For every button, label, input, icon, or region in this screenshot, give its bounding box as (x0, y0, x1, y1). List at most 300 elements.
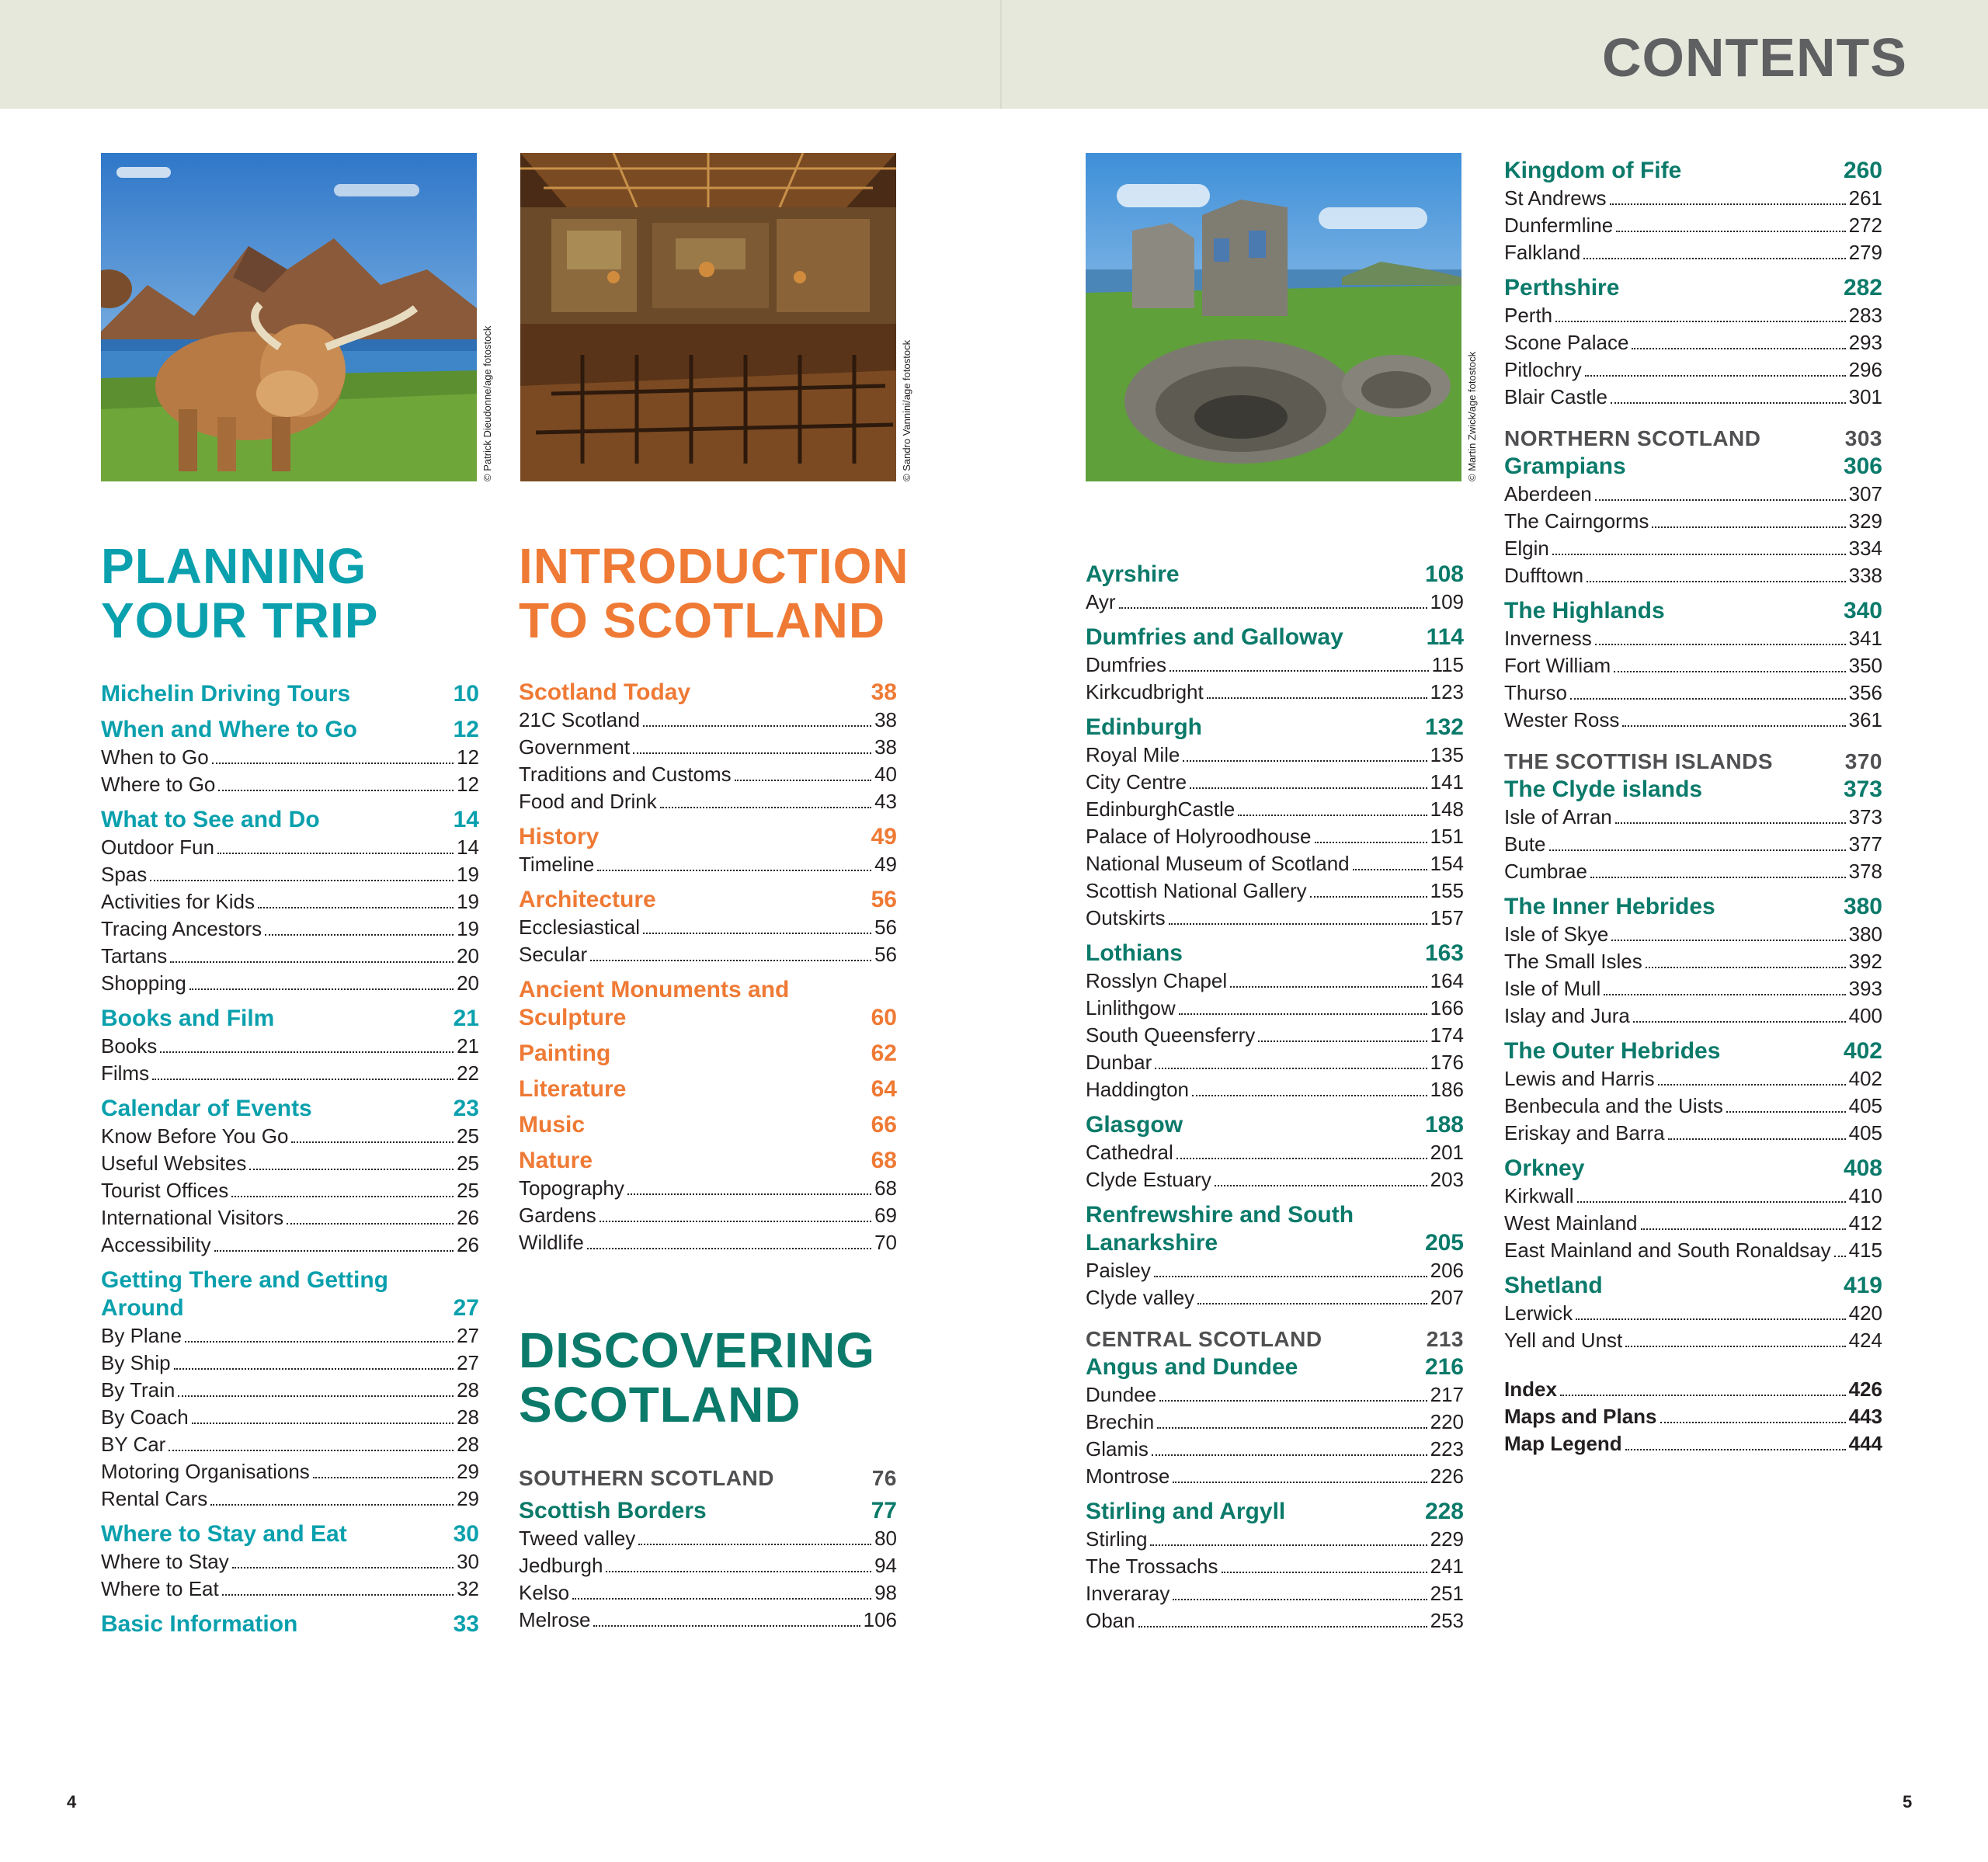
toc-entry[interactable] (1504, 1376, 1882, 1403)
entry-label: BY Car (101, 1433, 166, 1456)
entry-label: Cumbrae (1504, 860, 1587, 883)
toc-entry[interactable] (101, 1060, 479, 1087)
toc-section-heading[interactable] (1504, 1272, 1882, 1300)
toc-entry[interactable] (1086, 850, 1464, 877)
toc-entry[interactable] (1086, 1022, 1464, 1049)
toc-entry[interactable] (1504, 831, 1882, 858)
toc-entry[interactable] (1504, 1120, 1882, 1147)
dot-leader (313, 1477, 454, 1478)
entry-label: St Andrews (1504, 186, 1607, 210)
toc-entry[interactable] (101, 1123, 479, 1150)
section-page: 10 (453, 681, 479, 707)
toc-section (1504, 1037, 1882, 1147)
toc-entry[interactable] (519, 1552, 897, 1579)
entry-page: 174 (1430, 1023, 1464, 1047)
entry-label: Dunbar (1086, 1051, 1152, 1074)
section-page: 12 (453, 717, 479, 742)
entry-page: 26 (457, 1206, 479, 1229)
toc-entry[interactable] (1086, 769, 1464, 796)
toc-entry[interactable] (1504, 625, 1882, 652)
toc-section-heading[interactable] (1504, 453, 1882, 481)
toc-entry[interactable] (1504, 1093, 1882, 1120)
toc-section-heading[interactable] (101, 1610, 479, 1638)
entry-label: Bute (1504, 832, 1546, 856)
section-title: Where to Stay and Eat (101, 1521, 347, 1547)
toc-entry[interactable] (101, 915, 479, 943)
entry-page: 444 (1848, 1432, 1882, 1455)
entry-label: Glamis (1086, 1437, 1149, 1461)
toc-section-heading[interactable] (101, 680, 479, 708)
toc-entry[interactable] (101, 888, 479, 915)
section-title: Books and Film (101, 1006, 275, 1031)
section-page: 380 (1843, 894, 1882, 919)
region-title: CENTRAL SCOTLAND (1086, 1327, 1322, 1351)
toc-entry[interactable] (1086, 905, 1464, 932)
entry-label: Blair Castle (1504, 385, 1607, 408)
toc-entry[interactable] (101, 1485, 479, 1513)
toc-entry[interactable] (519, 1607, 897, 1634)
toc-entry[interactable] (1504, 707, 1882, 734)
toc-section-heading[interactable] (101, 806, 479, 834)
toc-entry[interactable] (1504, 1300, 1882, 1327)
dot-leader (1577, 1201, 1846, 1203)
section-title: Shetland (1504, 1273, 1603, 1298)
toc-section (1086, 1201, 1464, 1311)
section-page: 402 (1843, 1038, 1882, 1064)
entry-label: Ayr (1086, 590, 1116, 613)
toc-entry[interactable] (1504, 481, 1882, 508)
dot-leader (1179, 1013, 1427, 1015)
toc-section (1504, 1272, 1882, 1354)
entry-label: Rental Cars (101, 1487, 208, 1510)
dot-leader (249, 1169, 454, 1170)
toc-entry[interactable] (1086, 823, 1464, 850)
toc-entry[interactable] (101, 744, 479, 771)
toc-entry[interactable] (1086, 1381, 1464, 1409)
dot-leader (1170, 670, 1429, 672)
entry-label: The Cairngorms (1504, 509, 1649, 533)
dot-leader (633, 752, 871, 754)
entry-label: Wester Ross (1504, 708, 1620, 731)
toc-entry[interactable] (101, 1231, 479, 1259)
toc-entry[interactable] (101, 1033, 479, 1060)
toc-section-heading[interactable] (519, 1111, 897, 1139)
dot-leader (258, 907, 454, 908)
section-title: Getting There and Getting Around (101, 1267, 389, 1321)
toc-section (101, 1005, 479, 1087)
toc-entry[interactable] (1086, 679, 1464, 706)
toc-section-heading[interactable] (1504, 274, 1882, 302)
entry-page: 30 (457, 1550, 479, 1573)
toc-entry[interactable] (1504, 212, 1882, 239)
toc-entry[interactable] (519, 1202, 897, 1229)
toc-entry[interactable] (1504, 1065, 1882, 1093)
entry-label: Brechin (1086, 1410, 1155, 1433)
section-title: Orkney (1504, 1155, 1585, 1181)
dot-leader (1610, 203, 1846, 205)
entry-page: 415 (1848, 1238, 1882, 1262)
toc-entry[interactable] (101, 834, 479, 861)
entry-label: Falkland (1504, 241, 1581, 264)
entry-label: Secular (519, 943, 588, 966)
toc-entry[interactable] (519, 941, 897, 968)
toc-entry[interactable] (1086, 967, 1464, 995)
toc-section (101, 806, 479, 997)
entry-label: Kirkcudbright (1086, 680, 1204, 703)
dot-leader (1614, 671, 1845, 672)
toc-entry[interactable] (101, 771, 479, 798)
entry-page: 253 (1430, 1609, 1464, 1632)
toc-entry[interactable] (1504, 356, 1882, 384)
entry-label: Spas (101, 863, 148, 886)
entry-page: 135 (1430, 743, 1464, 766)
toc-section-heading[interactable] (519, 1040, 897, 1068)
dot-leader (1176, 1158, 1427, 1159)
toc-entry[interactable] (1504, 185, 1882, 212)
toc-entry[interactable] (1504, 1430, 1882, 1457)
toc-entry[interactable] (1086, 589, 1464, 616)
entry-label: Tracing Ancestors (101, 917, 262, 940)
entry-page: 19 (457, 863, 479, 886)
section-title: Glasgow (1086, 1112, 1183, 1138)
toc-entry[interactable] (1086, 1580, 1464, 1607)
section-title: Scotland Today (519, 679, 691, 705)
toc-section-heading[interactable] (101, 1520, 479, 1548)
toc-entry[interactable] (1504, 329, 1882, 356)
section-title: The Highlands (1504, 598, 1665, 624)
entry-label: Dunfermline (1504, 214, 1614, 237)
entry-label: Shopping (101, 971, 186, 995)
toc-entry[interactable] (1504, 652, 1882, 679)
toc-section (1086, 561, 1464, 616)
entry-label: Useful Websites (101, 1152, 247, 1175)
toc-entry[interactable] (101, 1458, 479, 1485)
entry-label: Timeline (519, 853, 595, 876)
section-title: Music (519, 1112, 586, 1138)
highland-cow-photo (101, 153, 477, 481)
section-page: 114 (1426, 624, 1464, 650)
toc-section-heading[interactable] (519, 976, 897, 1032)
toc-entry[interactable] (1086, 1166, 1464, 1193)
toc-section-heading[interactable] (519, 1497, 897, 1525)
section-title: Scottish Borders (519, 1498, 707, 1523)
entry-label: Topography (519, 1176, 624, 1200)
section-title: Perthshire (1504, 275, 1620, 300)
dot-leader (210, 1504, 454, 1506)
dot-leader (1726, 1111, 1846, 1113)
toc-entry[interactable] (1504, 858, 1882, 885)
entry-page: 151 (1430, 825, 1464, 848)
toc-section-heading[interactable] (1086, 1201, 1464, 1257)
entry-page: 341 (1848, 627, 1882, 650)
entry-page: 28 (457, 1378, 479, 1402)
toc-section (1086, 1353, 1464, 1490)
section-page: 14 (453, 807, 479, 832)
toc-entry[interactable] (519, 788, 897, 815)
toc-entry[interactable] (519, 1175, 897, 1202)
dot-leader (1552, 554, 1846, 555)
toc-section (519, 886, 897, 968)
entry-page: 25 (457, 1179, 479, 1202)
toc-section-heading[interactable] (1086, 940, 1464, 967)
toc-entry[interactable] (1504, 1183, 1882, 1210)
region-heading[interactable] (1086, 1325, 1464, 1353)
entry-page: 123 (1430, 680, 1464, 703)
entry-page: 402 (1848, 1067, 1882, 1090)
toc-entry[interactable] (1504, 1403, 1882, 1430)
entry-page: 56 (874, 915, 897, 939)
toc-entry[interactable] (1086, 1553, 1464, 1580)
toc-entry[interactable] (1086, 1526, 1464, 1553)
toc-section-heading[interactable] (519, 1075, 897, 1103)
toc-entry[interactable] (519, 734, 897, 761)
entry-page: 25 (457, 1152, 479, 1175)
toc-entry[interactable] (101, 1177, 479, 1204)
entry-page: 115 (1431, 653, 1464, 676)
entry-page: 27 (457, 1351, 479, 1374)
toc-section (1504, 274, 1882, 411)
toc-section-heading[interactable] (519, 823, 897, 851)
toc-entry[interactable] (519, 851, 897, 878)
toc-entry[interactable] (1086, 877, 1464, 905)
entry-label: Eriskay and Barra (1504, 1121, 1665, 1145)
toc-entry[interactable] (101, 1575, 479, 1603)
toc-entry[interactable] (101, 1404, 479, 1431)
toc-section-heading[interactable] (1504, 776, 1882, 804)
toc-entry[interactable] (1086, 1049, 1464, 1076)
toc-section-heading[interactable] (519, 1147, 897, 1175)
toc-section-heading[interactable] (1504, 1037, 1882, 1065)
toc-entry[interactable] (1086, 995, 1464, 1022)
toc-entry[interactable] (1504, 1327, 1882, 1354)
entry-label: Haddington (1086, 1078, 1189, 1101)
toc-entry[interactable] (1504, 562, 1882, 589)
toc-entry[interactable] (519, 707, 897, 734)
toc-entry[interactable] (101, 861, 479, 888)
toc-section-heading[interactable] (1504, 157, 1882, 185)
toc-section-heading[interactable] (1086, 561, 1464, 589)
region-page: 370 (1844, 749, 1882, 773)
entry-label: Linlithgow (1086, 996, 1176, 1020)
entry-label: Accessibility (101, 1233, 211, 1256)
entry-label: Isle of Arran (1504, 805, 1612, 829)
entry-label: Clyde Estuary (1086, 1168, 1211, 1191)
entry-label: Thurso (1504, 681, 1567, 704)
entry-label: Fort William (1504, 654, 1611, 677)
toc-section (519, 1040, 897, 1068)
toc-entry[interactable] (519, 1525, 897, 1552)
region-heading[interactable] (519, 1464, 897, 1492)
section-page: 408 (1843, 1155, 1882, 1181)
section-page: 56 (871, 887, 897, 912)
dot-leader (1611, 940, 1845, 941)
dot-leader (287, 1223, 454, 1225)
section-page: 64 (871, 1076, 897, 1102)
toc-entry[interactable] (1086, 1257, 1464, 1284)
toc-entry[interactable] (101, 1204, 479, 1231)
entry-label: National Museum of Scotland (1086, 852, 1350, 875)
entry-page: 32 (457, 1577, 479, 1600)
dot-leader (1646, 967, 1846, 968)
toc-entry[interactable] (1504, 302, 1882, 329)
toc-entry[interactable] (1504, 239, 1882, 266)
toc-entry[interactable] (1504, 535, 1882, 562)
toc-section (519, 679, 897, 815)
toc-section-heading[interactable] (519, 886, 897, 914)
toc-section (519, 1111, 897, 1139)
dot-leader (1660, 1422, 1846, 1423)
toc-section-heading[interactable] (1086, 624, 1464, 651)
entry-label: Activities for Kids (101, 890, 255, 913)
fife-perth-sections (1504, 157, 1882, 411)
entry-page: 176 (1430, 1051, 1464, 1074)
dot-leader (606, 1571, 871, 1572)
toc-section-heading[interactable] (1504, 597, 1882, 625)
toc-entry[interactable] (1086, 1139, 1464, 1166)
dot-leader (1222, 1572, 1427, 1573)
toc-section (101, 680, 479, 708)
entry-page: 283 (1848, 304, 1882, 327)
entry-label: Know Before You Go (101, 1124, 289, 1148)
toc-section-heading[interactable] (101, 716, 479, 744)
toc-entry[interactable] (101, 1431, 479, 1458)
toc-section-heading[interactable] (1086, 1498, 1464, 1526)
toc-entry[interactable] (1504, 508, 1882, 535)
toc-section-heading[interactable] (1504, 1155, 1882, 1183)
dot-leader (735, 780, 871, 781)
toc-entry[interactable] (1504, 679, 1882, 707)
great-hall-photo (520, 153, 896, 481)
toc-section-heading[interactable] (101, 1095, 479, 1123)
toc-section-heading[interactable] (1086, 1353, 1464, 1381)
section-page: 27 (453, 1295, 479, 1321)
toc-section-heading[interactable] (101, 1266, 479, 1322)
toc-entry[interactable] (101, 1150, 479, 1177)
entry-label: The Small Isles (1504, 950, 1642, 973)
toc-entry[interactable] (1504, 384, 1882, 411)
toc-entry[interactable] (1504, 1237, 1882, 1264)
dot-leader (660, 807, 871, 808)
toc-entry[interactable] (519, 761, 897, 788)
entry-label: Scottish National Gallery (1086, 879, 1307, 902)
entry-page: 94 (874, 1554, 897, 1577)
section-page: 188 (1424, 1112, 1464, 1138)
dot-leader (1641, 1228, 1846, 1230)
toc-entry[interactable] (101, 1322, 479, 1350)
entry-label: Dumfries (1086, 653, 1167, 676)
toc-entry[interactable] (101, 1548, 479, 1575)
toc-section (101, 1520, 479, 1603)
toc-entry[interactable] (1086, 796, 1464, 823)
section-page: 33 (453, 1611, 479, 1637)
entry-page: 361 (1848, 708, 1882, 731)
section-title: The Inner Hebrides (1504, 894, 1715, 919)
toc-entry[interactable] (1504, 975, 1882, 1002)
entry-label: By Coach (101, 1405, 189, 1429)
toc-entry[interactable] (101, 1350, 479, 1377)
toc-entry[interactable] (1504, 1002, 1882, 1030)
entry-label: Royal Mile (1086, 743, 1180, 766)
toc-entry[interactable] (1086, 742, 1464, 769)
dot-leader (1570, 698, 1846, 700)
entry-page: 338 (1848, 564, 1882, 587)
region-heading[interactable] (1504, 425, 1882, 453)
section-page: 260 (1843, 158, 1882, 183)
entry-label: City Centre (1086, 770, 1187, 794)
toc-entry[interactable] (101, 970, 479, 997)
toc-section-heading[interactable] (101, 1005, 479, 1033)
entry-page: 201 (1430, 1141, 1464, 1164)
entry-page: 226 (1430, 1464, 1464, 1488)
toc-entry[interactable] (1086, 651, 1464, 679)
entry-page: 98 (874, 1581, 897, 1604)
toc-entry[interactable] (519, 914, 897, 941)
toc-entry[interactable] (1086, 1436, 1464, 1463)
dot-leader (291, 1141, 454, 1143)
section-title: Painting (519, 1040, 611, 1066)
section-title: Basic Information (101, 1611, 298, 1637)
toc-entry[interactable] (519, 1579, 897, 1607)
toc-section-heading[interactable] (1086, 714, 1464, 742)
dot-leader (1834, 1256, 1846, 1257)
dot-leader (1150, 1544, 1427, 1546)
entry-label: Aberdeen (1504, 482, 1592, 505)
entry-label: Clyde valley (1086, 1286, 1195, 1309)
entry-page: 19 (457, 890, 479, 913)
toc-entry[interactable] (1086, 1463, 1464, 1490)
section-title: Literature (519, 1076, 627, 1102)
entry-page: 203 (1430, 1168, 1464, 1191)
region-title: THE SCOTTISH ISLANDS (1504, 749, 1774, 773)
entry-page: 25 (457, 1124, 479, 1148)
section-page: 216 (1424, 1354, 1464, 1380)
entry-page: 38 (874, 735, 897, 759)
dot-leader (638, 1544, 871, 1545)
toc-entry[interactable] (1504, 921, 1882, 948)
section-page: 306 (1843, 453, 1882, 479)
introduction-toc (519, 679, 897, 1256)
entry-page: 400 (1848, 1004, 1882, 1027)
discovering-heading (519, 1323, 897, 1432)
entry-page: 272 (1848, 214, 1882, 237)
toc-section-heading[interactable] (1504, 893, 1882, 921)
toc-entry[interactable] (1086, 1284, 1464, 1311)
toc-entry[interactable] (101, 1377, 479, 1404)
toc-entry[interactable] (101, 943, 479, 970)
toc-entry[interactable] (1504, 1210, 1882, 1237)
toc-entry[interactable] (1504, 804, 1882, 831)
section-page: 419 (1843, 1273, 1882, 1298)
toc-entry[interactable] (519, 1229, 897, 1256)
dot-leader (1615, 822, 1846, 824)
entry-page: 420 (1848, 1301, 1882, 1325)
dot-leader (643, 725, 871, 727)
entry-label: Pitlochry (1504, 358, 1582, 381)
central-column (1086, 561, 1464, 1634)
toc-section-heading[interactable] (519, 679, 897, 707)
entry-label: Benbecula and the Uists (1504, 1094, 1723, 1117)
toc-entry[interactable] (1086, 1607, 1464, 1634)
toc-entry[interactable] (1086, 1076, 1464, 1103)
toc-section (1086, 624, 1464, 706)
region-heading[interactable] (1504, 748, 1882, 776)
toc-entry[interactable] (1504, 948, 1882, 975)
entry-label: The Trossachs (1086, 1555, 1218, 1578)
toc-entry[interactable] (1086, 1409, 1464, 1436)
toc-section-heading[interactable] (1086, 1111, 1464, 1139)
dot-leader (600, 1221, 871, 1222)
section-title: Michelin Driving Tours (101, 681, 351, 707)
